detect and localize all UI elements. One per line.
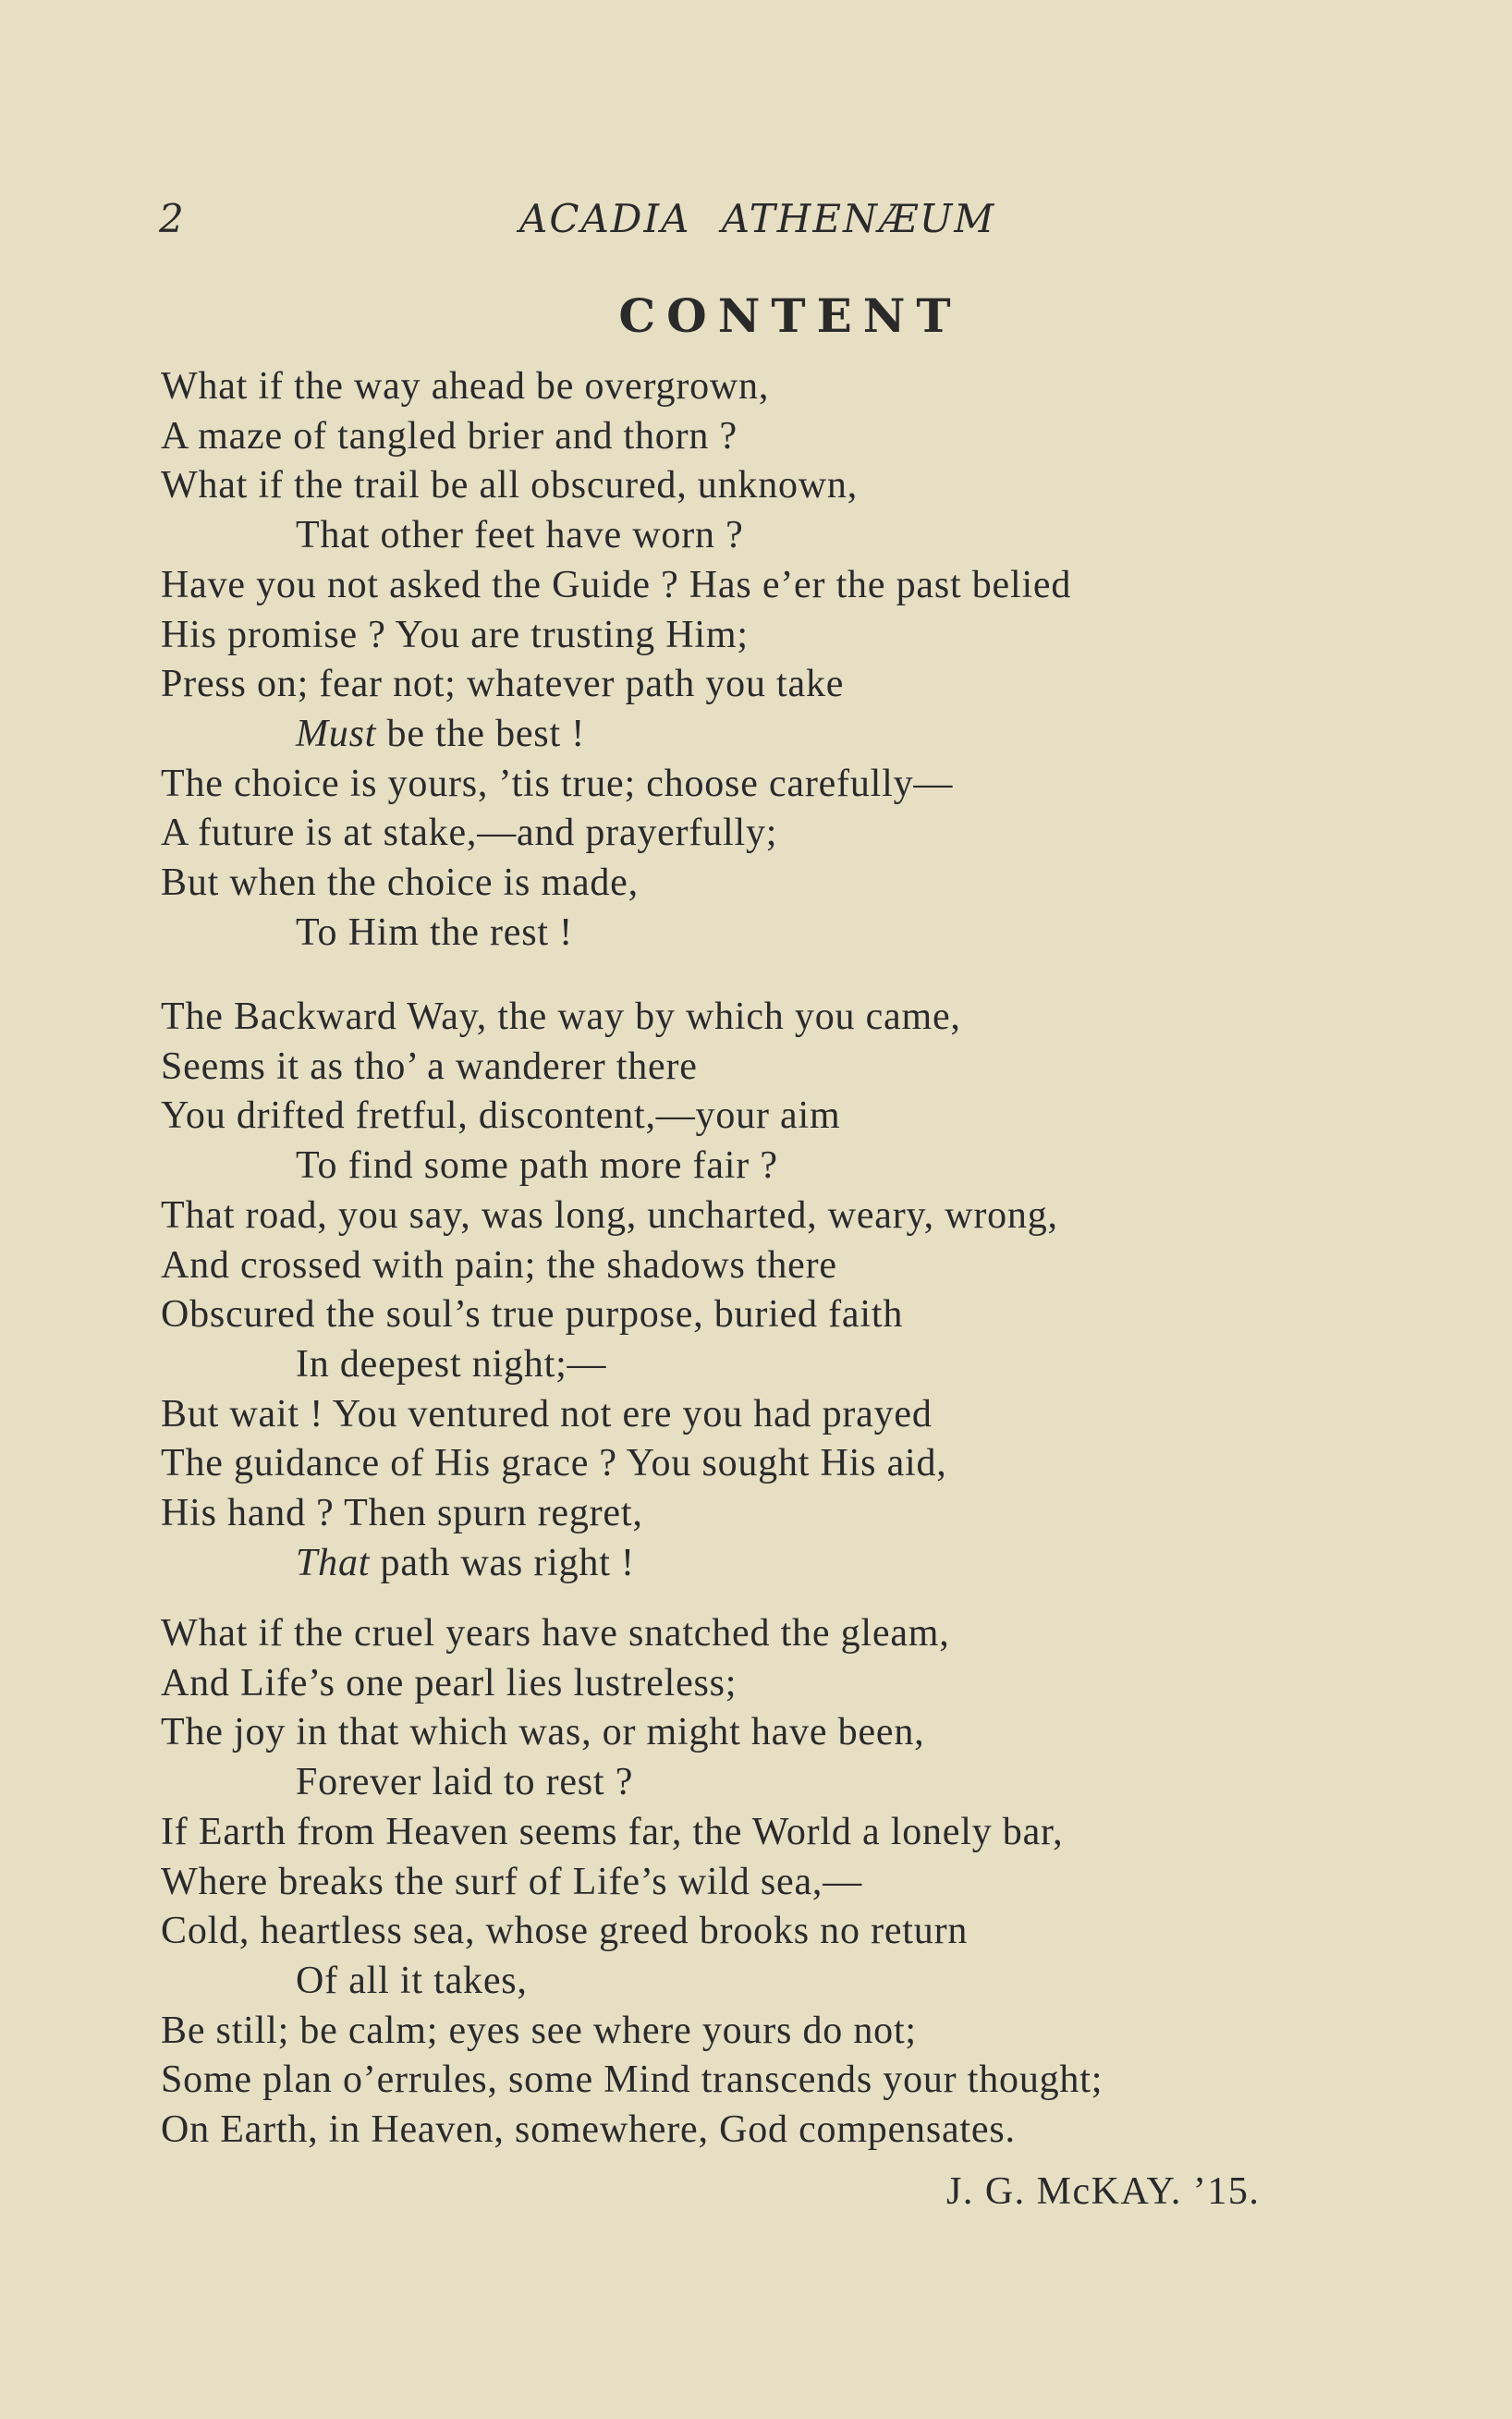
poem-line xyxy=(161,710,1436,760)
italic-emphasis: Must xyxy=(296,712,377,755)
poem-line: And Life’s one pearl lies lustreless; xyxy=(161,1661,738,1704)
poem-line: But wait ! You ventured not ere you had prayed xyxy=(161,1392,933,1436)
poem-line: Cold, heartless sea, whose greed brooks no return xyxy=(161,1910,969,1953)
running-title: ACADIA ATHENÆUM xyxy=(519,196,996,241)
poem-line: That other feet have worn ? xyxy=(296,514,744,557)
poem-line: Seems it as tho’ a wanderer there xyxy=(161,1045,698,1088)
page-number: 2 xyxy=(159,196,186,241)
poem-line: To Him the rest ! xyxy=(296,910,573,954)
poem-line: The guidance of His grace ? You sought His aid, xyxy=(161,1442,947,1485)
poem-line: The Backward Way, the way by which you came, xyxy=(161,996,961,1038)
poem-line: That road, you say, was long, uncharted, weary, wrong, xyxy=(161,1193,1058,1237)
author-signature: J. G. McKAY. ’15. xyxy=(946,2170,1261,2213)
poem-line: On Earth, in Heaven, somewhere, God compensates. xyxy=(161,2108,1016,2152)
stanza-2 xyxy=(161,993,1436,1588)
poem-title: CONTENT xyxy=(618,288,962,343)
poem-line: Where breaks the surf of Life’s wild sea,— xyxy=(161,1860,863,1903)
poem-line: Be still; be calm; eyes see where yours do not; xyxy=(161,2009,917,2052)
poem-line: The joy in that which was, or might have been, xyxy=(161,1711,925,1754)
poem-line: A future is at stake,—and prayerfully; xyxy=(161,812,778,855)
poem-line: What if the cruel years have snatched the gleam, xyxy=(161,1612,950,1655)
poem-line: His hand ? Then spurn regret, xyxy=(161,1492,643,1535)
line-text: path was right ! xyxy=(380,1541,635,1584)
poem-line: To find some path more fair ? xyxy=(296,1144,778,1188)
poem-line: A maze of tangled brier and thorn ? xyxy=(161,414,738,458)
poem-line: You drifted fretful, discontent,—your aim xyxy=(161,1094,841,1138)
poem-line: In deepest night;— xyxy=(296,1342,607,1386)
poem-line: If Earth from Heaven seems far, the World a lonely bar, xyxy=(161,1810,1064,1853)
stanza-3 xyxy=(161,1609,1436,2156)
poem-line: Obscured the soul’s true purpose, buried faith xyxy=(161,1293,904,1337)
poem-line: What if the trail be all obscured, unknown, xyxy=(161,464,859,507)
poem-line: Forever laid to rest ? xyxy=(296,1761,634,1804)
poem-line xyxy=(161,1539,1436,1589)
poem-line: What if the way ahead be overgrown, xyxy=(161,365,770,408)
stanza-1 xyxy=(161,362,1436,958)
line-text: be the best ! xyxy=(386,712,586,755)
poem-line: But when the choice is made, xyxy=(161,861,639,905)
poem-line: Have you not asked the Guide ? Has e’er the past belied xyxy=(161,563,1072,606)
poem-line: His promise ? You are trusting Him; xyxy=(161,613,749,656)
poem-line: Press on; fear not; whatever path you take xyxy=(161,663,845,706)
poem-line: Some plan o’errules, some Mind transcends your thought; xyxy=(161,2059,1104,2102)
poem-line: The choice is yours, ’tis true; choose carefully— xyxy=(161,762,954,805)
poem-line: And crossed with pain; the shadows there xyxy=(161,1243,837,1287)
italic-emphasis: That xyxy=(296,1541,371,1584)
poem-line: Of all it takes, xyxy=(296,1959,528,2002)
